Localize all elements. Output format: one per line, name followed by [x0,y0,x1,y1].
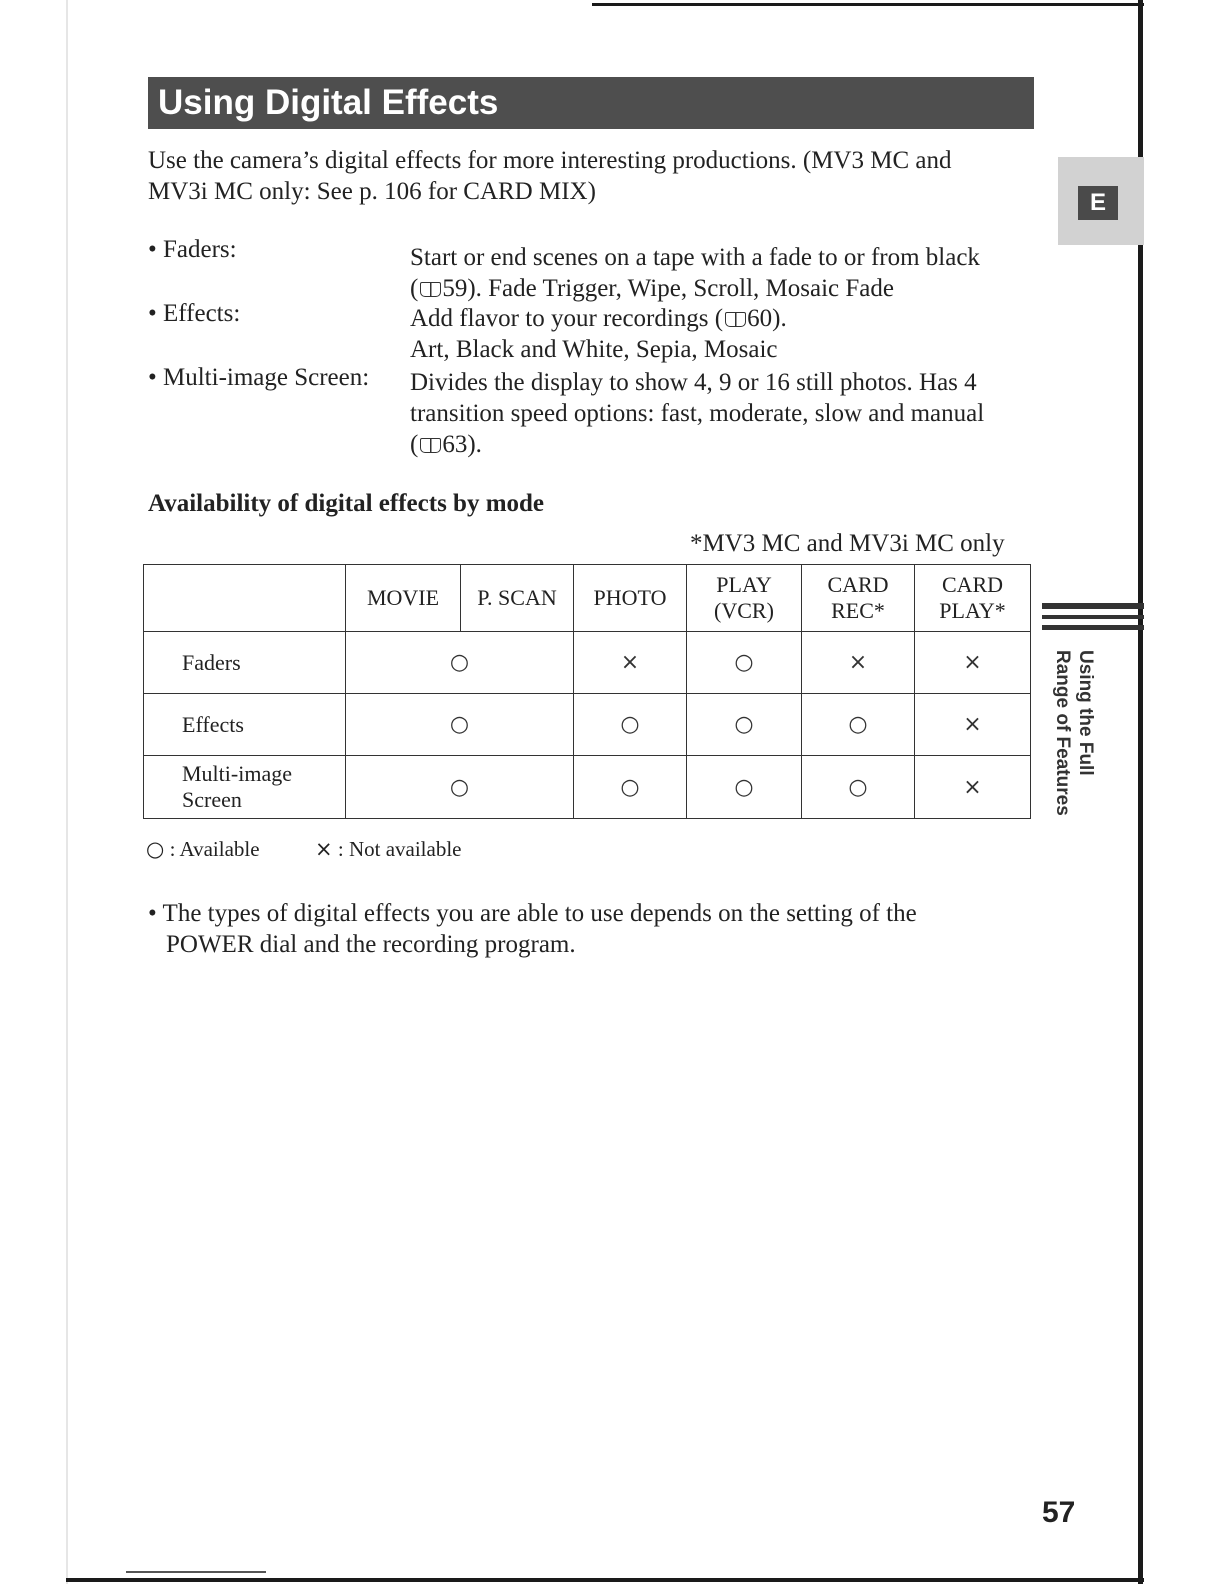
cell-photo: ○ [574,694,687,756]
row-label-effects: Effects [144,694,346,756]
column-header-play-vcr: PLAY (VCR) [687,565,802,632]
table-corner-cell [144,565,346,632]
cell-movie-pscan: ○ [346,756,574,819]
row-label-faders: Faders [144,632,346,694]
column-header-movie: MOVIE [346,565,461,632]
available-circle-icon: ○ [146,837,165,861]
note-line-2: POWER dial and the recording program. [166,931,576,958]
book-icon [725,312,746,327]
feature-desc-line: ( 59). Fade Trigger, Wipe, Scroll, Mosaic Fade [410,275,894,302]
feature-desc-faders [410,242,1030,304]
page-edge-top [592,3,1144,6]
row-label-multi-image: Multi-image Screen [144,756,346,819]
side-tab-lines [1042,603,1144,636]
book-icon [420,282,441,297]
table-header-row [144,565,1031,632]
side-section-label: Using the Full Range of Features [1052,650,1096,816]
feature-desc-line: Start or end scenes on a tape with a fade to or from black [410,244,980,271]
legend-not-available: × : Not available [315,837,462,861]
cell-card-play: × [915,632,1031,694]
models-note: *MV3 MC and MV3i MC only [690,530,1005,557]
feature-desc-line: Add flavor to your recordings ( 60). [410,305,787,332]
feature-desc-line: ( 63). [410,431,482,458]
page-number: 57 [1042,1496,1076,1529]
table-row [144,694,1031,756]
intro-line-2: MV3i MC only: See p. 106 for CARD MIX) [148,178,596,205]
column-header-card-rec: CARD REC* [802,565,915,632]
table-row [144,756,1031,819]
cell-movie-pscan: ○ [346,694,574,756]
cell-photo: ○ [574,756,687,819]
cell-card-rec: ○ [802,756,915,819]
note-paragraph [148,898,1028,960]
language-tab-letter: E [1078,186,1118,220]
page-edge-bottom-mark [126,1571,266,1573]
cell-movie-pscan: ○ [346,632,574,694]
feature-label-effects: • Effects: [148,300,241,327]
feature-desc-line: transition speed options: fast, moderate, slow and manual [410,400,985,427]
cell-card-play: × [915,756,1031,819]
feature-desc-effects [410,303,1030,365]
cell-play: ○ [687,694,802,756]
not-available-cross-icon: × [315,837,333,861]
feature-label-multi-image: • Multi-image Screen: [148,364,370,391]
page-edge-bottom [66,1578,1144,1582]
intro-paragraph [148,145,1028,207]
feature-label-faders: • Faders: [148,236,237,263]
cell-play: ○ [687,632,802,694]
legend-available: ○ : Available [146,837,260,861]
availability-table [143,564,1031,819]
feature-desc-line: Divides the display to show 4, 9 or 16 still photos. Has 4 [410,369,977,396]
cell-card-play: × [915,694,1031,756]
column-header-p-scan: P. SCAN [461,565,574,632]
cell-card-rec: × [802,632,915,694]
feature-desc-multi-image [410,367,1030,460]
page-edge-left [66,0,68,1584]
column-header-card-play: CARD PLAY* [915,565,1031,632]
intro-line-1: Use the camera’s digital effects for more interesting productions. (MV3 MC and [148,147,952,174]
cell-photo: × [574,632,687,694]
note-line-1: • The types of digital effects you are able to use depends on the setting of the [148,900,917,927]
feature-desc-line: Art, Black and White, Sepia, Mosaic [410,336,778,363]
table-row [144,632,1031,694]
section-title: Using Digital Effects [148,77,1034,129]
cell-card-rec: ○ [802,694,915,756]
cell-play: ○ [687,756,802,819]
availability-heading: Availability of digital effects by mode [148,490,545,517]
book-icon [420,438,441,453]
column-header-photo: PHOTO [574,565,687,632]
